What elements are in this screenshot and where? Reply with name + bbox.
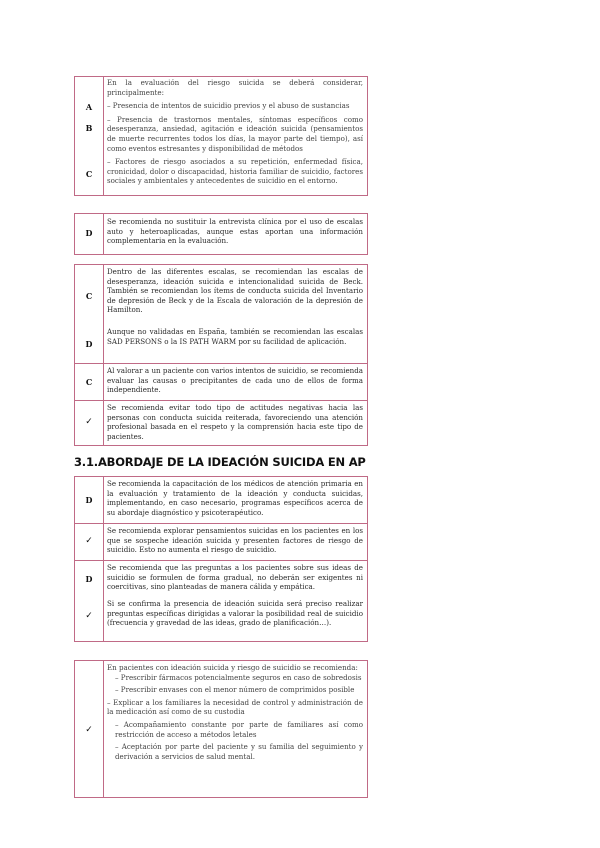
recommendation-text: Aunque no validadas en España, también se recomiendan las escalas SAD PERSONS o la IS PATH WARM por su facilidad de aplicación.	[107, 327, 363, 346]
recommendation-text: Se recomienda no sustituir la entrevista clínica por el uso de escalas auto y heteroaplicadas, aunque estas aportan una información complementaria en la evaluación.	[107, 217, 363, 246]
checkmark-icon: ✓	[85, 611, 93, 621]
grade-label: C	[85, 291, 93, 301]
recommendation-text: Se recomienda explorar pensamientos suicidas en los pacientes en los que se sospeche ideación suicida y presenten factores de riesgo de suicidio. Esto no aumenta el riesgo de suicidio.	[107, 526, 363, 555]
recommendation-table-risk-assessment	[74, 76, 368, 196]
table-row	[75, 523, 367, 560]
recommendation-table-ap	[74, 476, 368, 642]
table-row	[75, 597, 367, 641]
table-row	[75, 477, 367, 523]
list-item: – Prescribir fármacos potencialmente seguros en caso de sobredosis	[115, 672, 362, 682]
list-item: – Acompañamiento constante por parte de familiares así como restricción de acceso a métodos letales	[115, 719, 363, 739]
grade-label: A	[85, 102, 93, 113]
table-row	[75, 113, 367, 155]
recommendation-text: Dentro de las diferentes escalas, se recomiendan las escalas de desesperanza, ideación suicida e intencionalidad suicida de Beck. También se recomiendan los ítems de conducta suicida del Inventario de depresión de Beck y de la Escala de valoración de la depresión de Hamilton.	[107, 267, 363, 315]
recommendation-text: – Factores de riesgo asociados a su repetición, enfermedad física, cronicidad, dolor o discapacidad, historia familiar de suicidio, factores sociales y ambientales y antecedentes de suicidio en el entorno.	[107, 157, 363, 186]
recommendation-text: – Presencia de trastornos mentales, síntomas específicos como desesperanza, ansiedad, agitación e ideación suicida (pensamientos de muerte recurrentes todos los días, la mayor parte del tiempo), así como eventos estresantes y disponibilidad de métodos	[107, 114, 363, 153]
table-row	[75, 363, 367, 400]
recommendation-table-scales	[74, 213, 368, 255]
grade-label: D	[85, 228, 93, 238]
list-item: – Explicar a los familiares la necesidad de control y administración de la medicación así como de su custodia	[107, 697, 363, 717]
recommendation-text: Se recomienda la capacitación de los médicos de atención primaria en la evaluación y tratamiento de la ideación y conducta suicidas, implementando, en caso necesario, programas específicos acerca de su abordaje diagnóstico y psicoterapéutico.	[107, 479, 363, 517]
table-row	[75, 560, 367, 597]
table-row	[75, 155, 367, 188]
list-intro: En pacientes con ideación suicida y riesgo de suicidio se recomienda:	[107, 663, 358, 672]
checkmark-icon: ✓	[85, 417, 93, 427]
grade-label: D	[85, 339, 93, 349]
list-item: – Prescribir envases con el menor número de comprimidos posible	[115, 685, 355, 695]
recommendation-text: Si se confirma la presencia de ideación suicida será preciso realizar preguntas específicas dirigidas a valorar la posibilidad real de suicidio (frecuencia y gravedad de las ideas, grado de planificación…).	[107, 599, 363, 628]
table-row	[75, 265, 367, 325]
checkmark-icon: ✓	[85, 725, 93, 735]
recommendation-text: Al valorar a un paciente con varios intentos de suicidio, se recomienda evaluar las causas o precipitantes de cada uno de ellos de forma independiente.	[107, 366, 363, 395]
checkmark-icon: ✓	[85, 536, 93, 546]
table-row	[75, 325, 367, 363]
table-intro: En la evaluación del riesgo suicida se deberá considerar, principalmente:	[107, 78, 363, 97]
table-row	[75, 214, 367, 248]
recommendation-text	[105, 661, 367, 763]
recommendation-table-management	[74, 660, 368, 798]
table-row	[75, 400, 367, 445]
section-heading: 3.1.ABORDAJE DE LA IDEACIÓN SUICIDA EN AP	[74, 455, 366, 469]
grade-label: D	[85, 495, 93, 505]
grade-label: C	[85, 169, 93, 180]
list-item: – Aceptación por parte del paciente y su familia del seguimiento y derivación a servicios de salud mental.	[115, 742, 363, 761]
grade-label: D	[85, 574, 93, 584]
recommendation-table-evaluation	[74, 264, 368, 446]
table-row	[75, 99, 367, 113]
recommendation-text: Se recomienda que las preguntas a los pacientes sobre sus ideas de suicidio se formulen de forma gradual, no deberán ser exigentes ni coercitivas, sino planteadas de manera cálida y empática.	[107, 563, 363, 592]
grade-label: B	[85, 122, 93, 133]
recommendation-text: – Presencia de intentos de suicidio previos y el abuso de sustancias	[107, 101, 350, 111]
grade-label: C	[85, 377, 93, 387]
recommendation-text: Se recomienda evitar todo tipo de actitudes negativas hacia las personas con conducta suicida reiterada, favoreciendo una atención profesional basada en el respeto y la comprensión hacia este tipo de pacientes.	[107, 403, 363, 441]
